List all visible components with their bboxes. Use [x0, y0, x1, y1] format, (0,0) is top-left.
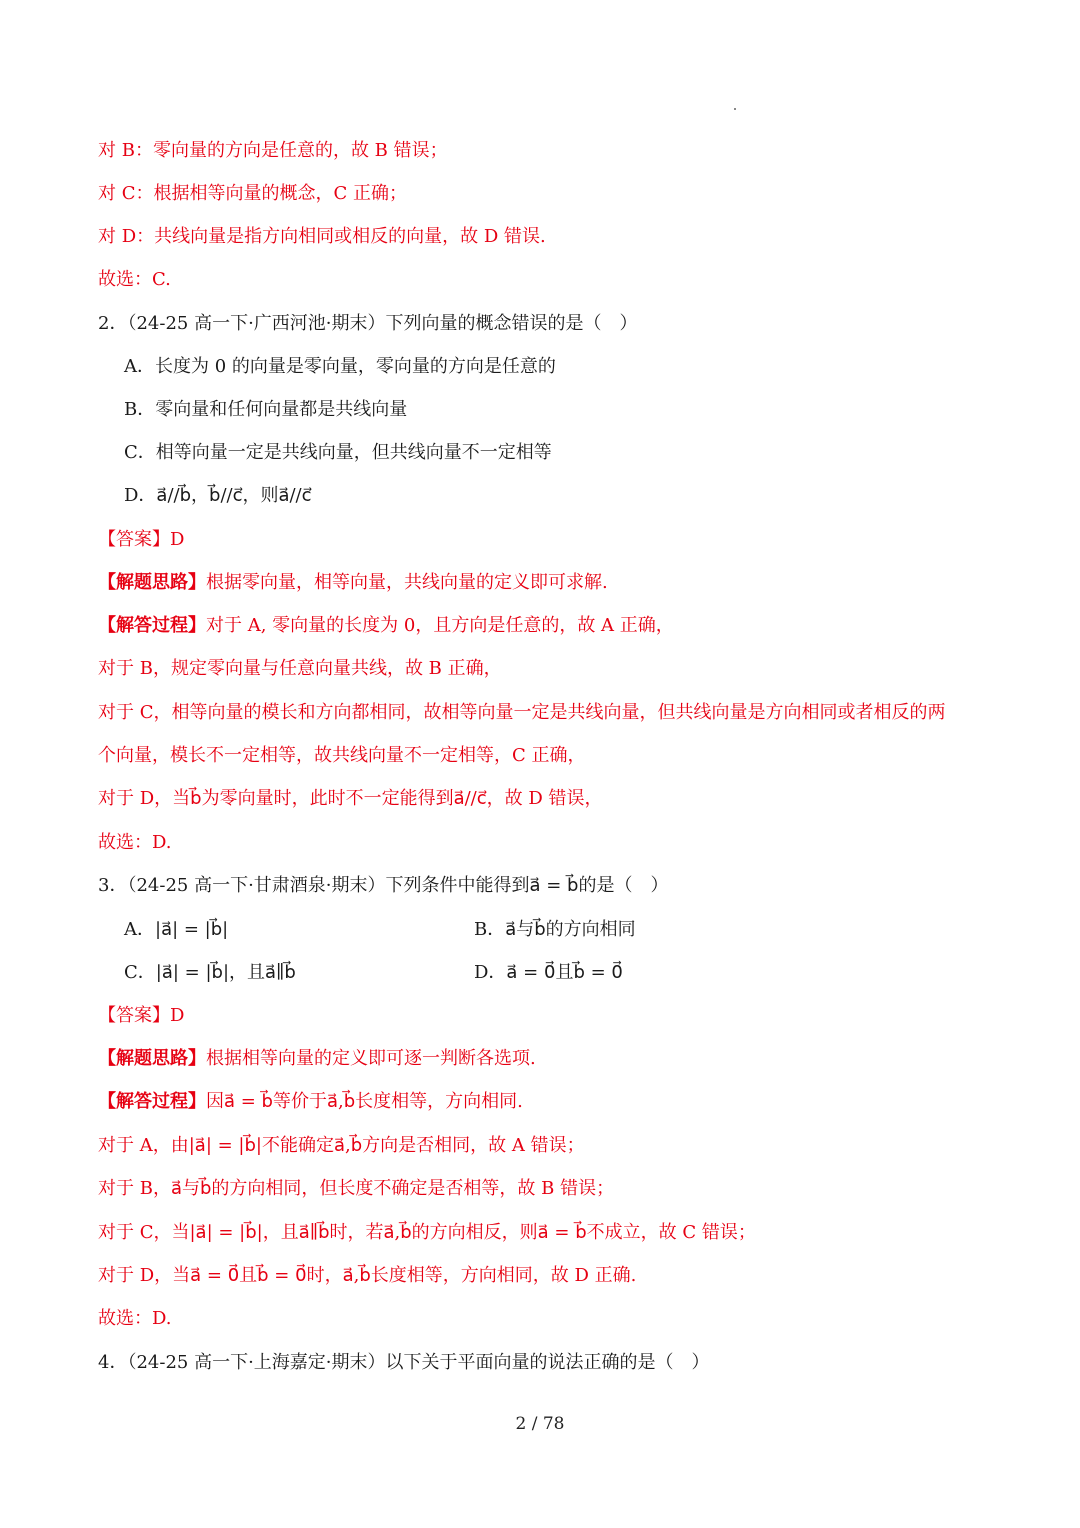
prev-solution-d: 对 D：共线向量是指方向相同或相反的向量，故 D 错误.: [98, 226, 546, 247]
q2-process-line-1: [98, 614, 674, 638]
q3-option-d: D．a⃗ = 0⃗且b⃗ = 0⃗: [474, 962, 623, 983]
q2-process-tag: 【解答过程】: [98, 615, 206, 636]
prev-solution-c: 对 C：根据相等向量的概念，C 正确；: [98, 183, 407, 204]
q3-process-line-4: 对于 C，当|a⃗| = |b⃗|，且a⃗∥b⃗时，若a⃗,b⃗的方向相反，则a⃗ = b⃗不成立，故 C 错误；: [98, 1222, 756, 1243]
q2-process-line-6: 故选：D.: [98, 832, 172, 853]
q3-process-tag: 【解答过程】: [98, 1091, 206, 1112]
q3-answer-value: D: [170, 1005, 185, 1026]
scan-speck: [734, 108, 736, 110]
q3-process-line-1: [98, 1090, 523, 1114]
q2-process-line-5: 对于 D，当b⃗为零向量时，此时不一定能得到a⃗//c⃗，故 D 错误，: [98, 788, 603, 809]
q3-idea-text: 根据相等向量的定义即可逐一判断各选项.: [206, 1048, 536, 1069]
q3-stem: 3．（24-25 高一下·甘肃酒泉·期末）下列条件中能得到a⃗ = b⃗的是（ ）: [98, 875, 669, 896]
q2-option-a: A．长度为 0 的向量是零向量，零向量的方向是任意的: [124, 356, 556, 377]
q2-idea: [98, 571, 608, 595]
q3-answer-tag: 【答案】: [98, 1005, 170, 1026]
q3-process-line-6: 故选：D.: [98, 1308, 172, 1329]
q2-stem: 2．（24-25 高一下·广西河池·期末）下列向量的概念错误的是（ ）: [98, 313, 638, 334]
q3-answer: [98, 1004, 184, 1028]
q3-idea: [98, 1047, 536, 1071]
q2-answer: [98, 528, 184, 552]
q2-process-line-2: 对于 B，规定零向量与任意向量共线，故 B 正确，: [98, 658, 502, 679]
q3-process-line-5: 对于 D，当a⃗ = 0⃗且b⃗ = 0⃗时，a⃗,b⃗长度相等，方向相同，故 D 正确.: [98, 1265, 637, 1286]
q3-process-line-3: 对于 B，a⃗与b⃗的方向相同，但长度不确定是否相等，故 B 错误；: [98, 1178, 615, 1199]
q2-option-b: B．零向量和任何向量都是共线向量: [124, 399, 408, 420]
prev-solution-b: 对 B：零向量的方向是任意的，故 B 错误；: [98, 140, 448, 161]
page-number: 2 / 78: [515, 1414, 565, 1434]
q3-process-text: 因a⃗ = b⃗等价于a⃗,b⃗长度相等，方向相同.: [206, 1091, 523, 1112]
q2-answer-value: D: [170, 529, 185, 550]
q2-option-d: D．a⃗//b⃗，b⃗//c⃗，则a⃗//c⃗: [124, 485, 312, 506]
q3-process-line-2: 对于 A，由|a⃗| = |b⃗|不能确定a⃗,b⃗方向是否相同，故 A 错误；: [98, 1135, 585, 1156]
q2-process-text: 对于 A, 零向量的长度为 0，且方向是任意的，故 A 正确，: [206, 615, 674, 636]
q3-idea-tag: 【解题思路】: [98, 1048, 206, 1069]
q2-answer-tag: 【答案】: [98, 529, 170, 550]
q2-idea-text: 根据零向量，相等向量，共线向量的定义即可求解.: [206, 572, 608, 593]
q4-stem: 4．（24-25 高一下·上海嘉定·期末）以下关于平面向量的说法正确的是（ ）: [98, 1352, 710, 1373]
q2-idea-tag: 【解题思路】: [98, 572, 206, 593]
q2-process-line-4: 个向量，模长不一定相等，故共线向量不一定相等，C 正确，: [98, 745, 586, 766]
q3-option-a: A．|a⃗| = |b⃗|: [124, 919, 229, 940]
prev-solution-choice: 故选：C.: [98, 269, 171, 290]
q2-process-line-3: 对于 C，相等向量的模长和方向都相同，故相等向量一定是共线向量，但共线向量是方向相同或者相反的两: [98, 702, 946, 723]
q3-option-b: B．a⃗与b⃗的方向相同: [474, 919, 636, 940]
q2-option-c: C．相等向量一定是共线向量，但共线向量不一定相等: [124, 442, 552, 463]
q3-option-c: C．|a⃗| = |b⃗|，且a⃗∥b⃗: [124, 962, 296, 983]
